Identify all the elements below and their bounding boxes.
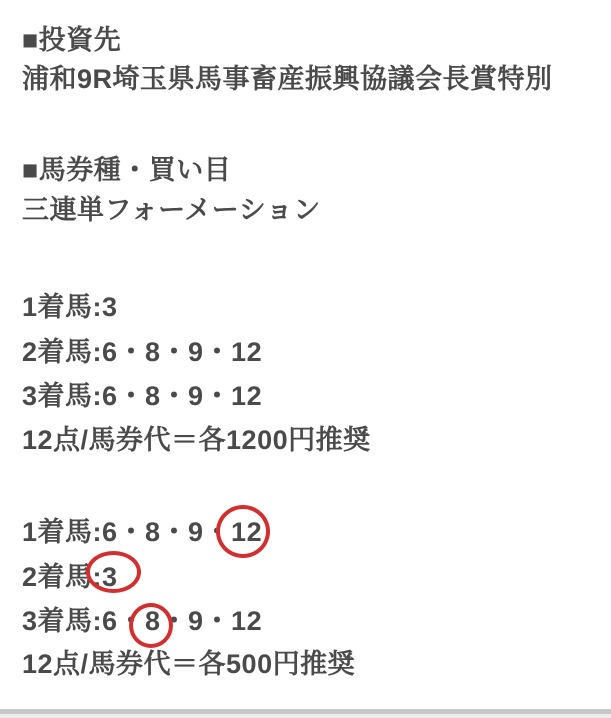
result-second-place-row: 2着馬:3 (22, 562, 118, 592)
result-cost-row: 12点/馬券代＝各500円推奨 (22, 649, 356, 679)
main-second-place-row: 2着馬:6・8・9・12 (22, 337, 263, 367)
main-cost-row: 12点/馬券代＝各1200円推奨 (22, 425, 371, 455)
main-first-place-row: 1着馬:3 (22, 292, 118, 322)
investment-section-heading: ■投資先 (22, 25, 122, 55)
result-third-place-row: 3着馬:6・8・9・12 (22, 606, 263, 636)
bet-type-section-heading: ■馬券種・買い目 (22, 155, 232, 185)
bet-method: 三連単フォーメーション (22, 195, 321, 225)
bottom-divider-light (0, 714, 611, 718)
race-name: 浦和9R埼玉県馬事畜産振興協議会長賞特別 (22, 64, 553, 94)
result-first-place-row: 1着馬:6・8・9・12 (22, 517, 263, 547)
main-third-place-row: 3着馬:6・8・9・12 (22, 381, 263, 411)
